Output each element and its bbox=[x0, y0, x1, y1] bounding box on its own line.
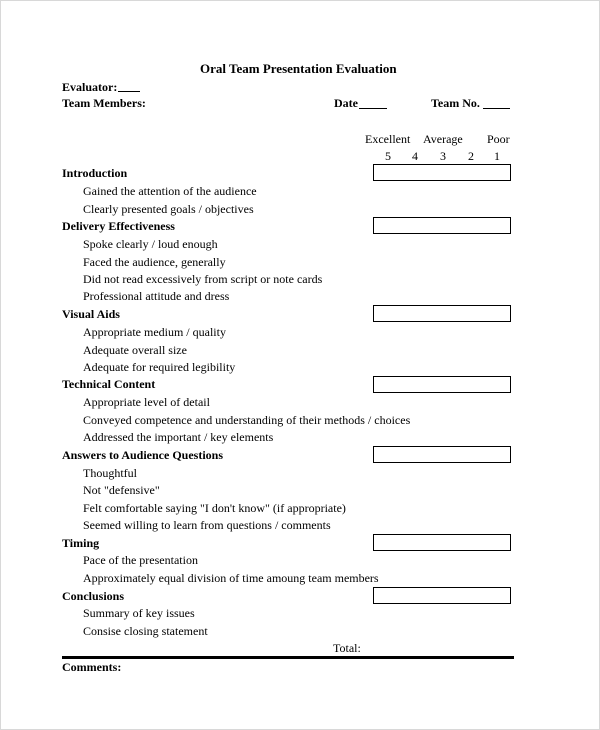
scale-number-4: 4 bbox=[412, 149, 418, 163]
date-label: Date bbox=[334, 96, 358, 110]
criterion-item: Addressed the important / key elements bbox=[83, 430, 274, 444]
criterion-item: Professional attitude and dress bbox=[83, 289, 230, 303]
section-heading-conclusions: Conclusions bbox=[62, 589, 125, 603]
scale-number-2: 2 bbox=[468, 149, 474, 163]
criterion-item: Not "defensive" bbox=[83, 483, 160, 497]
scale-number-5: 5 bbox=[385, 149, 391, 163]
criterion-item: Felt comfortable saying "I don't know" (if appropriate) bbox=[83, 501, 346, 515]
criterion-item: Consise closing statement bbox=[83, 624, 208, 638]
evaluator-label: Evaluator: bbox=[62, 80, 118, 94]
section-heading-delivery: Delivery Effectiveness bbox=[62, 219, 175, 233]
team-members-label: Team Members: bbox=[62, 96, 146, 110]
criterion-item: Did not read excessively from script or note cards bbox=[83, 272, 323, 286]
evaluator-field[interactable] bbox=[118, 91, 140, 92]
score-box-technical-content[interactable] bbox=[373, 376, 511, 393]
criterion-item: Conveyed competence and understanding of their methods / choices bbox=[83, 413, 411, 427]
scale-average: Average bbox=[423, 132, 463, 146]
score-box-conclusions[interactable] bbox=[373, 587, 511, 604]
score-box-visual-aids[interactable] bbox=[373, 305, 511, 322]
scale-poor: Poor bbox=[487, 132, 510, 146]
team-no-field[interactable] bbox=[483, 108, 510, 109]
section-heading-timing: Timing bbox=[62, 536, 100, 550]
criterion-item: Spoke clearly / loud enough bbox=[83, 237, 218, 251]
criterion-item: Appropriate medium / quality bbox=[83, 325, 226, 339]
criterion-item: Adequate overall size bbox=[83, 343, 187, 357]
scale-number-1: 1 bbox=[494, 149, 500, 163]
score-box-introduction[interactable] bbox=[373, 164, 511, 181]
section-heading-introduction: Introduction bbox=[62, 166, 128, 180]
criterion-item: Clearly presented goals / objectives bbox=[83, 202, 254, 216]
section-heading-audience-questions: Answers to Audience Questions bbox=[62, 448, 224, 462]
score-box-delivery[interactable] bbox=[373, 217, 511, 234]
criterion-item: Faced the audience, generally bbox=[83, 255, 226, 269]
section-heading-visual-aids: Visual Aids bbox=[62, 307, 120, 321]
criterion-item: Approximately equal division of time amoung team members bbox=[83, 571, 379, 585]
form-title: Oral Team Presentation Evaluation bbox=[200, 61, 397, 76]
date-field[interactable] bbox=[359, 108, 387, 109]
criterion-item: Pace of the presentation bbox=[83, 553, 198, 567]
total-label: Total: bbox=[333, 641, 361, 655]
criterion-item: Gained the attention of the audience bbox=[83, 184, 257, 198]
divider-rule bbox=[62, 656, 514, 659]
comments-label: Comments: bbox=[62, 660, 122, 674]
scale-number-3: 3 bbox=[440, 149, 446, 163]
score-box-timing[interactable] bbox=[373, 534, 511, 551]
criterion-item: Appropriate level of detail bbox=[83, 395, 210, 409]
criterion-item: Thoughtful bbox=[83, 466, 137, 480]
criterion-item: Seemed willing to learn from questions / comments bbox=[83, 518, 331, 532]
team-no-label: Team No. bbox=[431, 96, 480, 110]
criterion-item: Adequate for required legibility bbox=[83, 360, 236, 374]
score-box-audience-questions[interactable] bbox=[373, 446, 511, 463]
scale-excellent: Excellent bbox=[365, 132, 411, 146]
section-heading-technical-content: Technical Content bbox=[62, 377, 156, 391]
criterion-item: Summary of key issues bbox=[83, 606, 195, 620]
